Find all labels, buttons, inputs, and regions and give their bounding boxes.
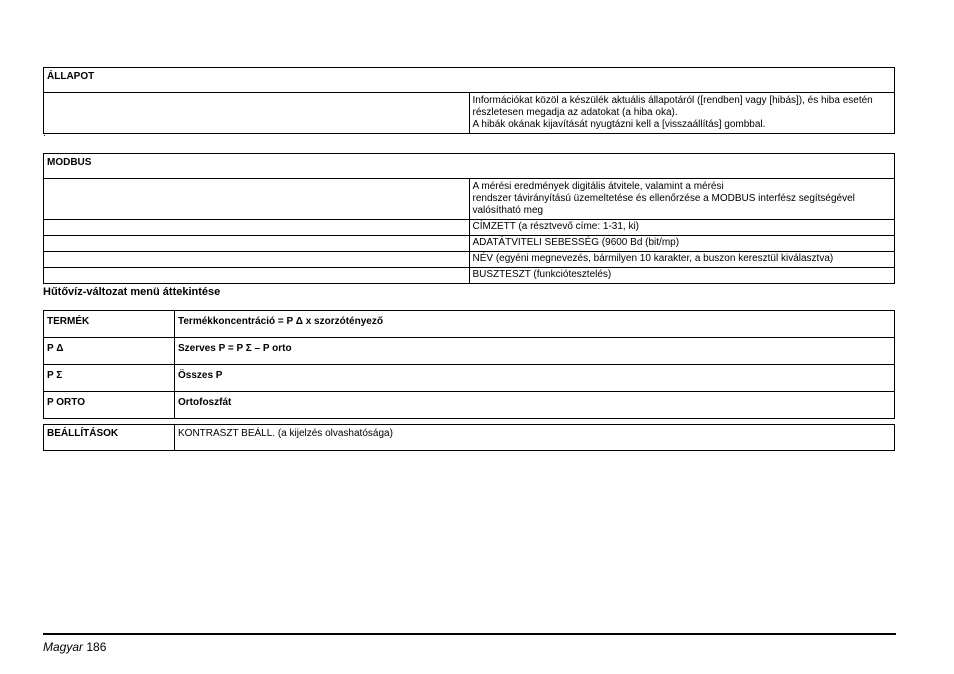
settings-table (43, 424, 895, 451)
product-key: P ORTO (44, 392, 175, 419)
table-row (44, 268, 895, 284)
settings-key: BEÁLLÍTÁSOK (44, 425, 175, 451)
product-key: P Δ (44, 338, 175, 365)
allapot-table (43, 67, 895, 134)
footer-page-number: 186 (86, 640, 107, 654)
table-row (44, 220, 895, 236)
table-row (44, 236, 895, 252)
allapot-description-line-1: Információkat közöl a készülék aktuális állapotáról ([rendben] vagy [hibás]), és hiba esetén részletesen megadja az adatokat (a hiba oka). (472, 95, 873, 118)
allapot-row-description (469, 93, 895, 134)
modbus-row-label (44, 179, 470, 220)
table-row (44, 338, 895, 365)
product-value: Termékkoncentráció = P Δ x szorzótényező (175, 311, 895, 338)
modbus-row-text: BUSZTESZT (funkciótesztelés) (469, 268, 895, 284)
settings-value: KONTRASZT BEÁLL. (a kijelzés olvashatósága) (175, 425, 895, 451)
modbus-header: MODBUS (44, 154, 895, 179)
product-value: Összes P (175, 365, 895, 392)
modbus-row-label (44, 220, 470, 236)
modbus-row-text: ADATÁTVITELI SEBESSÉG (9600 Bd (bit/mp) (469, 236, 895, 252)
modbus-row-text: NÉV (egyéni megnevezés, bármilyen 10 karakter, a buszon keresztül kiválasztva) (469, 252, 895, 268)
table-row (44, 425, 895, 451)
modbus-row-text: CÍMZETT (a résztvevő címe: 1-31, ki) (469, 220, 895, 236)
footer-divider (43, 633, 896, 635)
separator-dot: . (43, 128, 46, 139)
modbus-header-row (44, 154, 895, 179)
allapot-header-row (44, 68, 895, 93)
allapot-row-label (44, 93, 470, 134)
section-heading: Hűtővíz-változat menü áttekintése (43, 286, 221, 298)
allapot-header: ÁLLAPOT (44, 68, 895, 93)
modbus-row-label (44, 268, 470, 284)
allapot-row (44, 93, 895, 134)
modbus-table (43, 153, 895, 284)
product-table (43, 310, 895, 419)
page-footer (43, 640, 106, 654)
table-row (44, 392, 895, 419)
table-row (44, 252, 895, 268)
table-row (44, 365, 895, 392)
modbus-row-label (44, 236, 470, 252)
table-row (44, 311, 895, 338)
modbus-description-line-2: rendszer távirányítású üzemeltetése és ellenőrzése a MODBUS interfész segítségével valósítható meg (472, 193, 855, 216)
product-value: Szerves P = P Σ – P orto (175, 338, 895, 365)
modbus-description-line-1: A mérési eredmények digitális átvitele, valamint a mérési (472, 181, 724, 192)
footer-language: Magyar (43, 640, 84, 654)
modbus-row-label (44, 252, 470, 268)
allapot-description-line-2: A hibák okának kijavítását nyugtázni kell a [visszaállítás] gombbal. (472, 119, 766, 130)
product-key: TERMÉK (44, 311, 175, 338)
table-row (44, 179, 895, 220)
product-value: Ortofoszfát (175, 392, 895, 419)
modbus-row-description (469, 179, 895, 220)
product-key: P Σ (44, 365, 175, 392)
